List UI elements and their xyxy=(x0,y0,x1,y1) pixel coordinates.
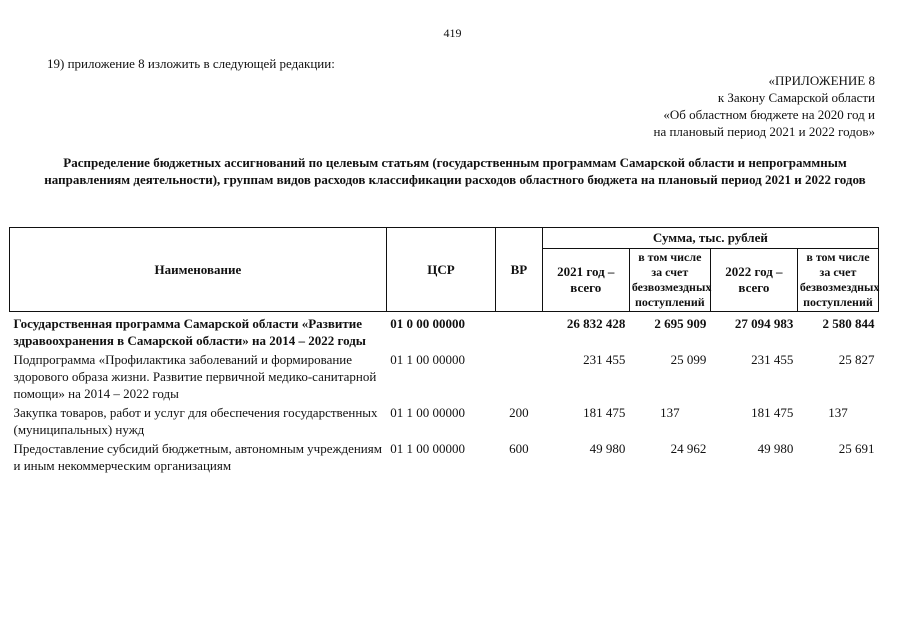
row-name: Государственная программа Самарской области «Развитие здравоохранения в Самарской области» на 2014 – 2022 годы xyxy=(13,316,366,348)
row-name: Предоставление субсидий бюджетным, автономным учреждениям и иным некоммерческим организациям xyxy=(13,441,382,473)
row-2022-total: 181 475 xyxy=(751,405,794,420)
row-csr: 01 1 00 00000 xyxy=(390,405,466,420)
header-2021-free: в том числе за счет безвозмездных поступлений xyxy=(629,249,710,312)
budget-table xyxy=(9,227,879,475)
header-sum: Сумма, тыс. рублей xyxy=(542,228,878,249)
row-vr xyxy=(496,312,543,351)
table-row xyxy=(10,350,879,403)
header-2022-free: в том числе за счет безвозмездных поступлений xyxy=(797,249,878,312)
header-vr: ВР xyxy=(496,228,543,312)
row-2021-free: 24 962 xyxy=(670,441,707,456)
row-2021-free: 2 695 909 xyxy=(654,316,707,331)
header-2022-total: 2022 год – всего xyxy=(710,249,797,312)
row-vr: 200 xyxy=(509,405,529,420)
header-csr: ЦСР xyxy=(386,228,495,312)
document-heading: Распределение бюджетных ассигнований по целевым статьям (государственным программам Самарской области и непрограммным направлениям деятельности), группам видов расходов классификации расходов областного бюджета на плановый период 2021 и 2022 годов xyxy=(44,155,866,187)
header-name: Наименование xyxy=(10,228,387,312)
row-2022-free: 2 580 844 xyxy=(822,316,875,331)
header-2021-total: 2021 год – всего xyxy=(542,249,629,312)
appendix-line: к Закону Самарской области xyxy=(717,90,875,105)
row-2021-total: 231 455 xyxy=(583,352,626,367)
row-name: Закупка товаров, работ и услуг для обеспечения государственных (муниципальных) нужд xyxy=(13,405,378,437)
row-2022-free: 25 827 xyxy=(838,352,875,367)
intro-text: 19) приложение 8 изложить в следующей редакции: xyxy=(47,56,335,71)
table-row xyxy=(10,403,879,439)
page-number: 419 xyxy=(443,26,462,40)
row-csr: 01 1 00 00000 xyxy=(390,441,466,456)
row-2022-free: 137 xyxy=(828,405,848,420)
row-name: Подпрограмма «Профилактика заболеваний и формирование здорового образа жизни. Развитие первичной медико-санитарной помощи» на 2014 – 2022 годы xyxy=(13,352,377,401)
row-vr xyxy=(496,350,543,403)
row-2021-total: 181 475 xyxy=(583,405,626,420)
table-row xyxy=(10,439,879,475)
appendix-line: «Об областном бюджете на 2020 год и xyxy=(663,107,875,122)
row-vr: 600 xyxy=(509,441,529,456)
table-row xyxy=(10,312,879,351)
row-2021-free: 25 099 xyxy=(670,352,707,367)
row-csr: 01 1 00 00000 xyxy=(390,352,466,367)
row-2022-free: 25 691 xyxy=(838,441,875,456)
row-2021-total: 49 980 xyxy=(589,441,626,456)
appendix-line: «ПРИЛОЖЕНИЕ 8 xyxy=(768,73,875,88)
row-2021-free: 137 xyxy=(660,405,680,420)
row-csr: 01 0 00 00000 xyxy=(390,316,466,331)
row-2022-total: 27 094 983 xyxy=(734,316,794,331)
row-2022-total: 49 980 xyxy=(757,441,794,456)
appendix-line: на плановый период 2021 и 2022 годов» xyxy=(653,124,875,139)
row-2021-total: 26 832 428 xyxy=(566,316,626,331)
row-2022-total: 231 455 xyxy=(751,352,794,367)
appendix-block xyxy=(654,72,876,140)
